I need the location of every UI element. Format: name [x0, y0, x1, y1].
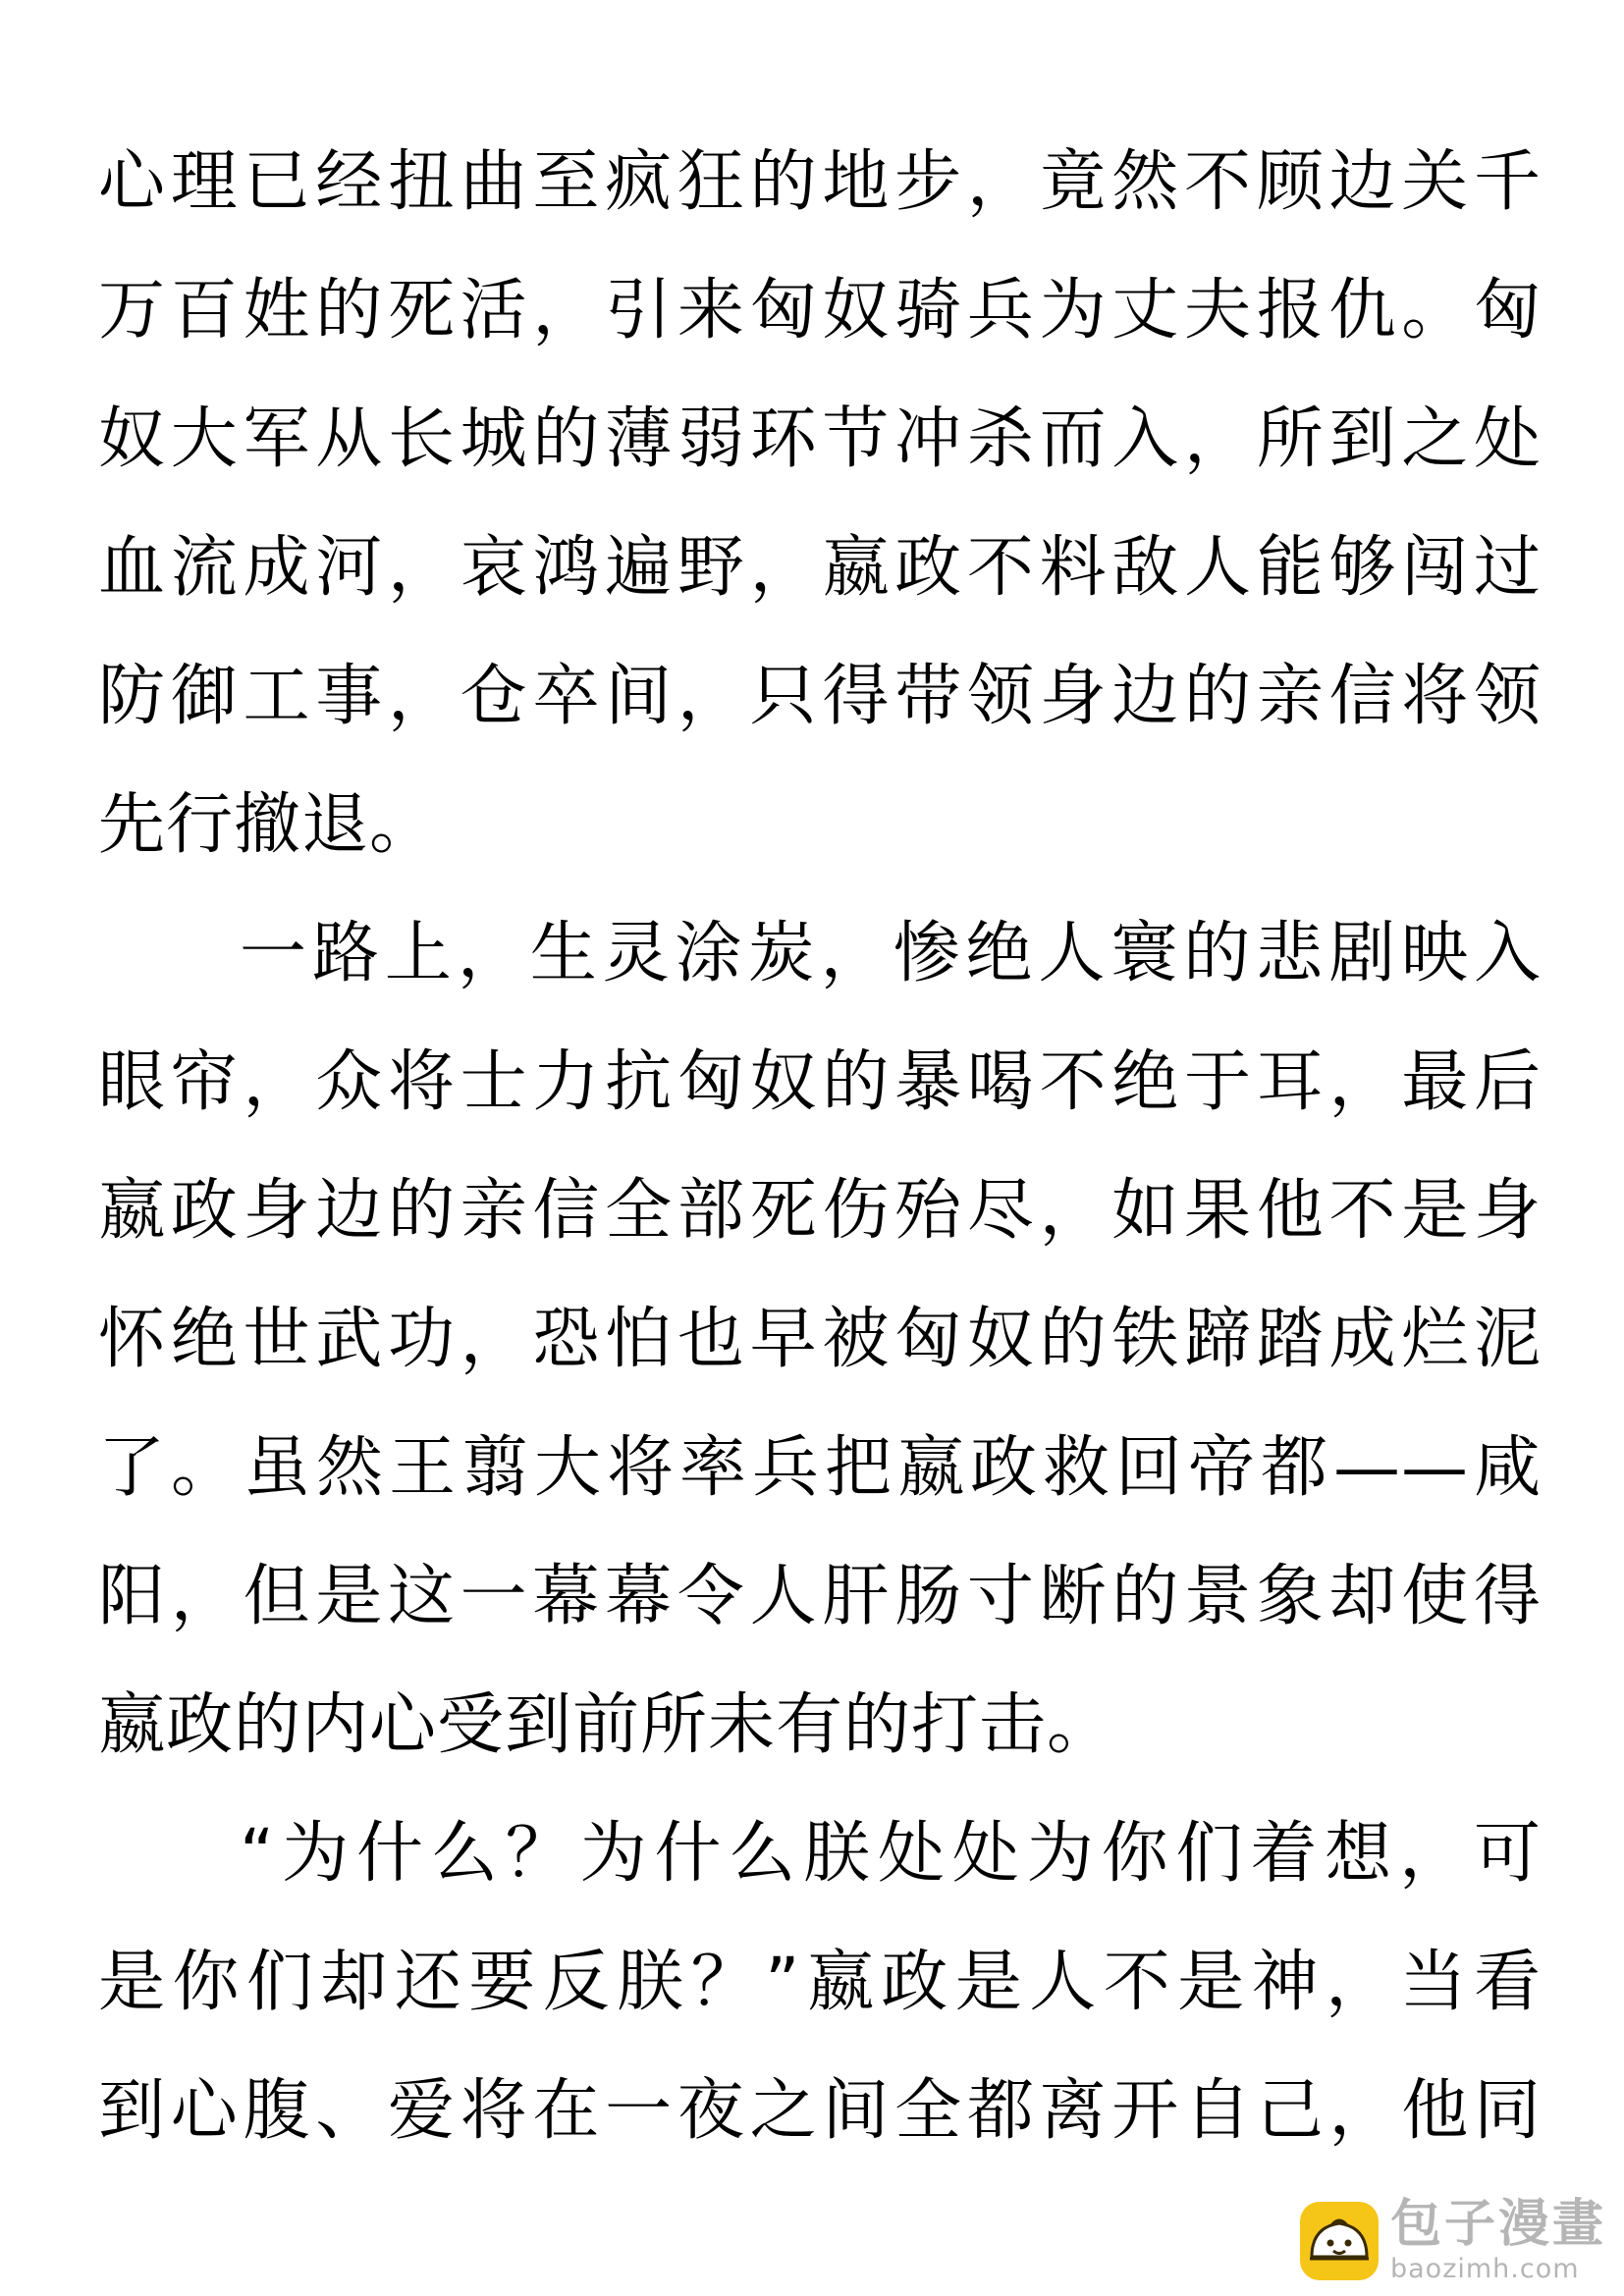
- text-line: 血流成河，哀鸿遍野，嬴政不料敌人能够闯过: [98, 529, 1542, 607]
- paragraph-first-line: “为什么？为什么朕处处为你们着想，可: [240, 1815, 1542, 1893]
- bun-logo-icon: [1298, 2200, 1380, 2282]
- body-text: [98, 118, 1542, 2175]
- text-line: 到心腹、爱将在一夜之间全都离开自己，他同: [98, 2072, 1542, 2150]
- text-line: 嬴政的内心受到前所未有的打击。: [98, 1686, 1115, 1764]
- watermark-title: 包子漫畫: [1389, 2195, 1606, 2254]
- text-line: 眼帘，众将士力抗匈奴的暴喝不绝于耳，最后: [98, 1043, 1542, 1121]
- text-line: 是你们却还要反朕？”嬴政是人不是神，当看: [98, 1944, 1542, 2021]
- text-line: 了。虽然王翦大将率兵把嬴政救回帝都——咸: [98, 1429, 1542, 1507]
- text-line: 嬴政身边的亲信全部死伤殆尽，如果他不是身: [98, 1172, 1542, 1250]
- watermark: [1298, 2195, 1606, 2284]
- text-line: 防御工事，仓卒间，只得带领身边的亲信将领: [98, 658, 1542, 735]
- watermark-subtitle: baozimh.com: [1389, 2254, 1580, 2284]
- text-line: 万百姓的死活，引来匈奴骑兵为丈夫报仇。匈: [98, 272, 1542, 349]
- text-line: 阳，但是这一幕幕令人肝肠寸断的景象却使得: [98, 1558, 1542, 1635]
- text-line: 心理已经扭曲至疯狂的地步，竟然不顾边关千: [98, 143, 1542, 221]
- paragraph-first-line: 一路上，生灵涂炭，惨绝人寰的悲剧映入: [240, 915, 1542, 992]
- text-line: 奴大军从长城的薄弱环节冲杀而入，所到之处: [98, 400, 1542, 478]
- text-line: 先行撤退。: [98, 786, 438, 864]
- watermark-text: [1389, 2195, 1606, 2284]
- text-line: 怀绝世武功，恐怕也早被匈奴的铁蹄踏成烂泥: [98, 1301, 1542, 1378]
